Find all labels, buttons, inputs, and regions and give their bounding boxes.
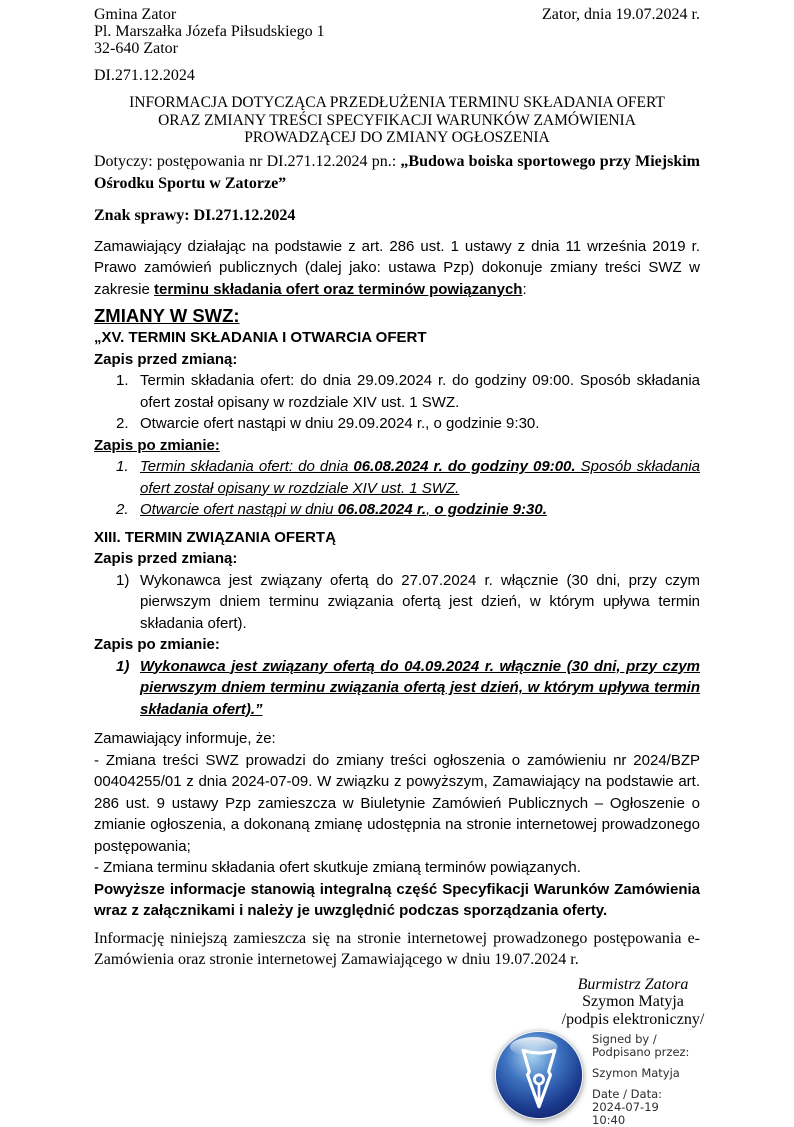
xv-after-list <box>94 456 700 521</box>
document-title-line-1: INFORMACJA DOTYCZĄCA PRZEDŁUŻENIA TERMINU SKŁADANIA OFERT <box>94 94 700 112</box>
info-emphasis: Powyższe informacje stanowią integralną część Specyfikacji Warunków Zamówienia wraz z załącznikami i należy je uwzględnić podczas sporządzania oferty. <box>94 879 700 922</box>
xiii-before-label: Zapis przed zmianą: <box>94 548 700 570</box>
stamp-signer-name: Szymon Matyja <box>592 1067 689 1080</box>
stamp-date-value: 2024-07-19 <box>592 1101 689 1114</box>
signer-name: Szymon Matyja <box>521 993 745 1011</box>
changes-heading: ZMIANY W SWZ: <box>94 304 700 327</box>
pen-nib-icon <box>495 1031 583 1119</box>
signature-block <box>495 976 745 1127</box>
sender-address-block <box>94 6 325 57</box>
info-bullet-1: - Zmiana treści SWZ prowadzi do zmiany treści ogłoszenia o zamówieniu nr 2024/BZP 00404255/01 z dnia 2024-07-09. W związku z powyższym, Zamawiający na podstawie art. 286 ust. 9 ustawy Pzp zamieszcza w Biuletynie Zamówień Publicznych – Ogłoszenie o zmianie ogłoszenia, a dokonaną zmianę udostępnia na stronie internetowej prowadzonego postępowania; <box>94 750 700 858</box>
stamp-signed-by-line-2: Podpisano przez: <box>592 1046 689 1059</box>
list-item-text: Termin składania ofert: do dnia 06.08.2024 r. do godziny 09:00. Sposób składania ofert został opisany w rozdziale XIV ust. 1 SWZ. <box>140 458 700 497</box>
stamp-time-value: 10:40 <box>592 1114 689 1127</box>
section-xv-heading: „XV. TERMIN SKŁADANIA I OTWARCIA OFERT <box>94 327 700 349</box>
letterhead <box>94 6 700 57</box>
intro-paragraph: Zamawiający działając na podstawie z art. 286 ust. 1 ustawy z dnia 11 września 2019 r. Prawo zamówień publicznych (dalej jako: ustawa Pzp) dokonuje zmiany treści SWZ w zakresie terminu składania ofert oraz terminów powiązanych: <box>94 236 700 301</box>
signer-title: Burmistrz Zatora <box>521 976 745 994</box>
list-item-text: Wykonawca jest związany ofertą do 04.09.2024 r. włącznie (30 dni, przy czym pierwszym dniem terminu związania ofertą jest dzień, w którym upływa termin składania ofert).” <box>140 658 700 718</box>
stamp-text <box>592 1031 689 1127</box>
subject-line: Dotyczy: postępowania nr DI.271.12.2024 pn.: „Budowa boiska sportowego przy Miejskim Ośrodku Sportu w Zatorze” <box>94 151 700 195</box>
list-item: Otwarcie ofert nastąpi w dniu 29.09.2024 r., o godzinie 9:30. <box>94 413 700 435</box>
info-bullet-2: - Zmiana terminu składania ofert skutkuje zmianą terminów powiązanych. <box>94 857 700 879</box>
xiii-before-list <box>94 570 700 635</box>
list-item <box>94 456 700 499</box>
sender-name: Gmina Zator <box>94 6 325 23</box>
info-lead: Zamawiający informuje, że: <box>94 728 700 750</box>
list-item <box>94 656 700 721</box>
signature-lines <box>495 976 745 1029</box>
reference-number: DI.271.12.2024 <box>94 67 700 84</box>
xiii-after-label: Zapis po zmianie: <box>94 634 700 656</box>
document-title-line-3: PROWADZĄCEJ DO ZMIANY OGŁOSZENIA <box>94 129 700 147</box>
closing-paragraph: Informację niniejszą zamieszcza się na stronie internetowej prowadzonego postępowania e-Zamówienia oraz stronie internetowej Zamawiającego w dniu 19.07.2024 r. <box>94 928 700 970</box>
xiii-after-list <box>94 656 700 721</box>
document-title-line-2: ORAZ ZMIANY TREŚCI SPECYFIKACJI WARUNKÓW ZAMÓWIENIA <box>94 112 700 130</box>
xv-before-list <box>94 370 700 435</box>
xv-before-label: Zapis przed zmianą: <box>94 349 700 371</box>
sender-address-line-2: 32-640 Zator <box>94 40 325 57</box>
electronic-signature-stamp <box>495 1031 745 1127</box>
case-reference: Znak sprawy: DI.271.12.2024 <box>94 207 700 224</box>
section-xiii-heading: XIII. TERMIN ZWIĄZANIA OFERTĄ <box>94 527 700 549</box>
list-item-text: Otwarcie ofert nastąpi w dniu 06.08.2024 r., o godzinie 9:30. <box>140 501 547 518</box>
list-item <box>94 499 700 521</box>
document-title <box>94 94 700 147</box>
xv-after-label: Zapis po zmianie: <box>94 435 700 457</box>
stamp-date-label: Date / Data: <box>592 1088 689 1101</box>
electronic-signature-note: /podpis elektroniczny/ <box>521 1011 745 1029</box>
sender-address-line-1: Pl. Marszałka Józefa Piłsudskiego 1 <box>94 23 325 40</box>
stamp-signed-by-line-1: Signed by / <box>592 1033 689 1046</box>
place-and-date: Zator, dnia 19.07.2024 r. <box>542 6 700 23</box>
list-item: Termin składania ofert: do dnia 29.09.2024 r. do godziny 09:00. Sposób składania ofert został opisany w rozdziale XIV ust. 1 SWZ. <box>94 370 700 413</box>
list-item: Wykonawca jest związany ofertą do 27.07.2024 r. włącznie (30 dni, przy czym pierwszym dniem terminu związania ofertą jest dzień, w którym upływa termin składania ofert). <box>94 570 700 635</box>
